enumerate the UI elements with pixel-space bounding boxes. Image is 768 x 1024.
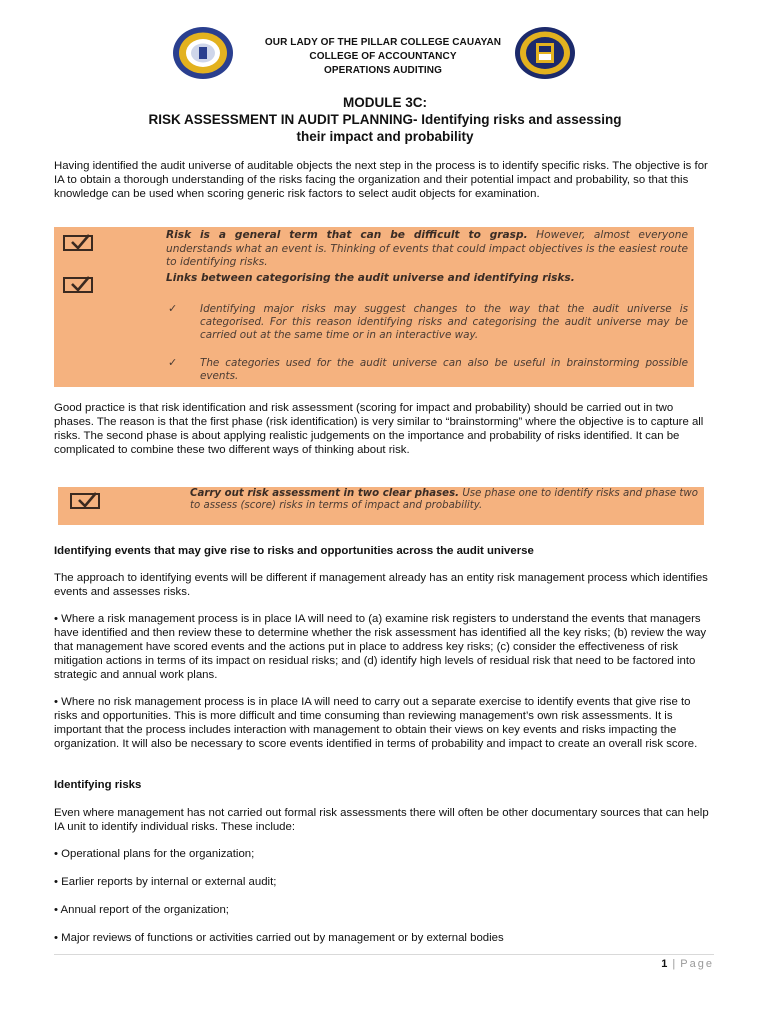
title-line-2: their impact and probability bbox=[296, 129, 474, 144]
callout-1-sub-2: The categories used for the audit universe can also be useful in brainstorming possible events. bbox=[200, 357, 688, 382]
list-item: • Major reviews of functions or activities carried out by management or by external bodies bbox=[54, 932, 504, 944]
callout-1-item-2 bbox=[166, 272, 688, 286]
section-heading-events: Identifying events that may give rise to risks and opportunities across the audit universe bbox=[54, 545, 534, 557]
title-line-1: RISK ASSESSMENT IN AUDIT PLANNING- Identifying risks and assessing bbox=[148, 112, 622, 127]
course-name: OPERATIONS AUDITING bbox=[323, 65, 442, 76]
section-1-bullet-2: • Where no risk management process is in place IA will need to carry out a separate exercise to identify events that give rise to risks and opportunities. This is more difficult and time consuming than reviewing management’s own risk assessments. It is important that the process includes interaction with management to obtain their views on key events and risks impacting the organization. It will also be necessary to score events identified in terms of probability and impact to create an overall risk score. bbox=[54, 696, 698, 750]
tick-icon: ✓ bbox=[168, 303, 178, 315]
footer-divider bbox=[54, 954, 714, 955]
section-heading-identifying-risks: Identifying risks bbox=[54, 779, 142, 791]
callout-2-bold: Carry out risk assessment in two clear phases. bbox=[190, 488, 460, 499]
tick-icon: ✓ bbox=[168, 357, 178, 369]
callout-1-sub-1: Identifying major risks may suggest changes to the way that the audit universe is categorised. For this reason identifying risks and categorising the audit universe may be carried out at the same time or in an interactive way. bbox=[200, 303, 688, 341]
callout-1-item-1 bbox=[166, 229, 688, 270]
checkbox-icon bbox=[63, 277, 93, 293]
list-item: • Annual report of the organization; bbox=[54, 904, 229, 916]
section-1-bullet-1: • Where a risk management process is in place IA will need to (a) examine risk registers to understand the events that managers have identified and then review these to determine whether the risk assessment has identified all the key risks; (b) review the way that management have scored events and the actions put in place to address key risks; (c) consider the effectiveness of risk mitigation actions in terms of its impact on residual risks; and (d) identify high levels of residual risk that need to be factored into strategic and annual work plans. bbox=[54, 613, 707, 681]
college-seal-left bbox=[172, 26, 234, 80]
list-item: • Operational plans for the organization; bbox=[54, 848, 255, 860]
page-label: Page bbox=[680, 958, 714, 970]
section-1-paragraph: The approach to identifying events will be different if management already has an entity risk management process which identifies events and assesses risks. bbox=[54, 572, 708, 598]
page-number: 1 bbox=[661, 958, 668, 970]
list-item: • Earlier reports by internal or external audit; bbox=[54, 876, 277, 888]
callout-1-item-1-bold: Risk is a general term that can be difficult to grasp. bbox=[166, 229, 528, 241]
callout-1-item-2-bold: Links between categorising the audit universe and identifying risks. bbox=[166, 272, 575, 284]
callout-box-2 bbox=[58, 487, 704, 525]
checkbox-icon bbox=[70, 493, 100, 509]
school-name: OUR LADY OF THE PILLAR COLLEGE CAUAYAN bbox=[264, 37, 502, 48]
section-2-paragraph: Even where management has not carried out formal risk assessments there will often be other documentary sources that can help IA unit to identify individual risks. These include: bbox=[54, 807, 709, 833]
school-header bbox=[230, 36, 536, 78]
page-footer bbox=[0, 958, 714, 970]
intro-paragraph: Having identified the audit universe of auditable objects the next step in the process is to identify specific risks. The objective is for IA to obtain a thorough understanding of the risks facing the organization and their potential impact and probability, so that this knowledge can be used when scoring generic risk factors to select audit objects for examination. bbox=[54, 160, 708, 200]
callout-1-item-1-rest: However, almost everyone understands what an event is. Thinking of events that could impact objectives is the easiest route to identifying risks. bbox=[166, 229, 688, 268]
callout-box-1 bbox=[54, 227, 694, 387]
good-practice-paragraph: Good practice is that risk identification and risk assessment (scoring for impact and probability) should be carried out in two phases. The reason is that the first phase (risk identification) is very similar to “brainstorming” where the objective is to capture all risks. The second phase is about applying realistic judgements on the importance and probability of risks identified. It can be complicated to combine these two different ways of thinking about risk. bbox=[54, 402, 704, 456]
module-title bbox=[60, 94, 710, 145]
callout-2-text bbox=[190, 488, 698, 511]
callout-2-rest: Use phase one to identify risks and phase two to assess (score) risks in terms of impact and probability. bbox=[190, 488, 698, 511]
college-name: COLLEGE OF ACCOUNTANCY bbox=[309, 51, 457, 62]
checkbox-icon bbox=[63, 235, 93, 251]
footer-separator: | bbox=[672, 958, 676, 970]
module-number: MODULE 3C: bbox=[343, 95, 427, 110]
